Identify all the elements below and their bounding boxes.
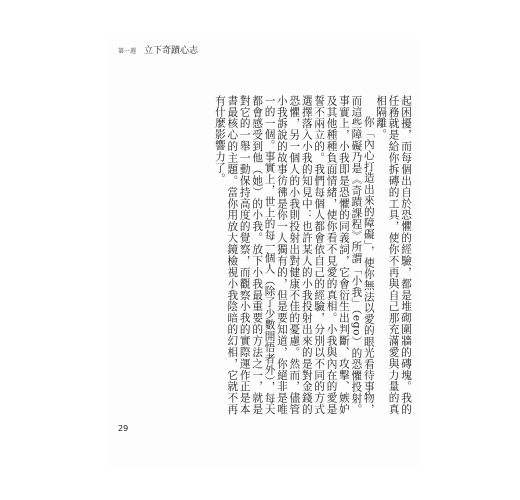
running-header xyxy=(118,43,198,56)
paragraph: 起困擾，而每個出自於恐懼的經驗，都是堆砌圍牆的磚塊。我的任務就是給你拆磚的工具，使你不再與自己那充滿愛與力量的真相隔離。 xyxy=(375,95,412,415)
chapter-label: 第一週 xyxy=(118,48,137,55)
body-text xyxy=(120,95,412,415)
paragraph: 你「內心打造出來的障礙」，使你無法以愛的眼光看待事物，而這些障礙乃是《奇蹟課程》所謂「小我」（ego）的恐懼投射。事實上，小我即是恐懼的同義詞，它會衍生出判斷、攻擊、嫉妒及其他種種負面情緒，使你看不見愛的真相。小我與內在的愛是誓不兩立的。我們每個人都會依自己的經驗，分別以不同的方式選擇落入小我的知見中：也許某人的小我投射出來的是對金錢的恐懼，另一個人的小我則投射出對健康不佳的憂慮。然而，儘管小我訴說的故事彷彿是你一人獨有的，但是要知道，你絕非是唯一的一個。事實上，世上的每一個人（除了少數開悟者外），每天都會感受到他（她）的小我。放下小我最重要的方法之一，就是對它的一舉一動保持高度的覺察，而觀察小我的實際運作正是本書最核心的主題。當你用放大鏡檢視小我陰暗的幻相，它就不再有什麼影響力了。 xyxy=(213,95,375,415)
chapter-title: 立下奇蹟心志 xyxy=(144,46,199,56)
page-number: 29 xyxy=(118,424,129,433)
